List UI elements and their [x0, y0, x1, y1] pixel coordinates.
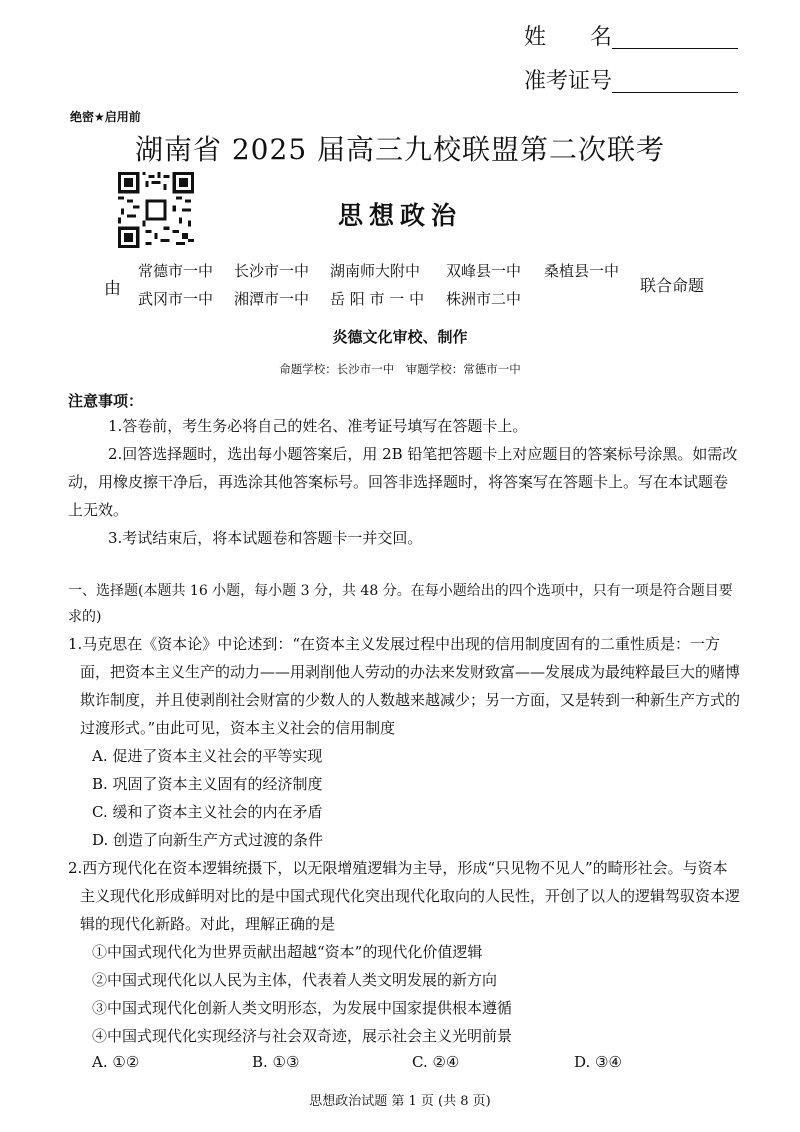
section-heading: 一、选择题(本题共 16 小题，每小题 3 分，共 48 分。在每小题给出的四个选项中，只有一项是符合题目要求的)	[68, 583, 733, 625]
secret-mark: 绝密★启用前	[70, 110, 141, 124]
question-1-option: B. 巩固了资本主义固有的经济制度	[92, 775, 323, 793]
school-item: 常德市一中	[138, 262, 214, 280]
school-item: 湘潭市一中	[234, 290, 310, 308]
school-item: 湖南师大附中	[330, 262, 421, 280]
page-footer: 思想政治试题 第 1 页 (共 8 页)	[309, 1094, 491, 1109]
question-2-option: C. ②④	[412, 1053, 460, 1071]
notice-item: 1.答卷前，考生务必将自己的姓名、准考证号填写在答题卡上。	[108, 417, 528, 435]
question-1-option: A. 促进了资本主义社会的平等实现	[92, 747, 323, 765]
exam-id-field-line[interactable]	[612, 66, 738, 93]
producer-line: 炎德文化审校、制作	[332, 328, 468, 346]
subject-title: 思想政治	[337, 201, 462, 230]
question-1-stem: 1.马克思在《资本论》中论述到：“在资本主义发展过程中出现的信用制度固有的二重性质是：一方面，把资本主义生产的动力——用剥削他人劳动的办法来发财致富——发展成为最纯粹最巨大的赌博欺诈制度，并且使剥削社会财富的少数人的人数越来越减少；另一方面，又是转到一种新生产方式的过渡形式。”由此可见，资本主义社会的信用制度	[68, 635, 741, 737]
schools-suffix: 联合命题	[640, 276, 705, 295]
question-2-option: A. ①②	[92, 1053, 140, 1071]
school-item: 岳 阳 市 一 中	[330, 290, 425, 308]
question-2-statement: ①中国式现代化为世界贡献出超越“资本”的现代化价值逻辑	[92, 943, 483, 961]
question-2-statement: ②中国式现代化以人民为主体，代表着人类文明发展的新方向	[92, 971, 498, 989]
question-2-option: D. ③④	[574, 1053, 622, 1071]
question-2-statement: ④中国式现代化实现经济与社会双奇迹，展示社会主义光明前景	[92, 1027, 513, 1045]
question-2-statement: ③中国式现代化创新人类文明形态，为发展中国家提供根本遵循	[92, 999, 513, 1017]
setter-line: 命题学校：长沙市一中 审题学校：常德市一中	[279, 362, 521, 376]
notice-item: 2.回答选择题时，选出每小题答案后，用 2B 铅笔把答题卡上对应题目的答案标号涂黑。如需改动，用橡皮擦干净后，再选涂其他答案标号。回答非选择题时，将答案写在答题卡上。写在本试题卷上无效。	[68, 445, 738, 519]
question-1-option: C. 缓和了资本主义社会的内在矛盾	[92, 803, 323, 821]
notice-heading: 注意事项：	[68, 392, 144, 410]
name-label: 姓 名	[524, 25, 613, 50]
school-item: 长沙市一中	[234, 262, 310, 280]
exam-id-label: 准考证号	[524, 69, 613, 94]
school-item: 桑植县一中	[544, 262, 620, 280]
schools-prefix: 由	[104, 279, 121, 299]
school-item: 株洲市二中	[446, 290, 522, 308]
question-1-option: D. 创造了向新生产方式过渡的条件	[92, 831, 324, 849]
school-item: 武冈市一中	[138, 290, 214, 308]
exam-title: 湖南省 2025 届高三九校联盟第二次联考	[134, 133, 666, 166]
notice-item: 3.考试结束后，将本试题卷和答题卡一并交回。	[108, 529, 423, 547]
question-2-stem: 2.西方现代化在资本逻辑统摄下，以无限增殖逻辑为主导，形成“只见物不见人”的畸形社会。与资本主义现代化形成鲜明对比的是中国式现代化突出现代化取向的人民性，开创了以人的逻辑驾驭资本逻辑的现代化新路。对此，理解正确的是	[68, 859, 741, 933]
school-item: 双峰县一中	[446, 262, 522, 280]
question-2-option: B. ①③	[252, 1053, 300, 1071]
name-field-line[interactable]	[612, 22, 738, 49]
